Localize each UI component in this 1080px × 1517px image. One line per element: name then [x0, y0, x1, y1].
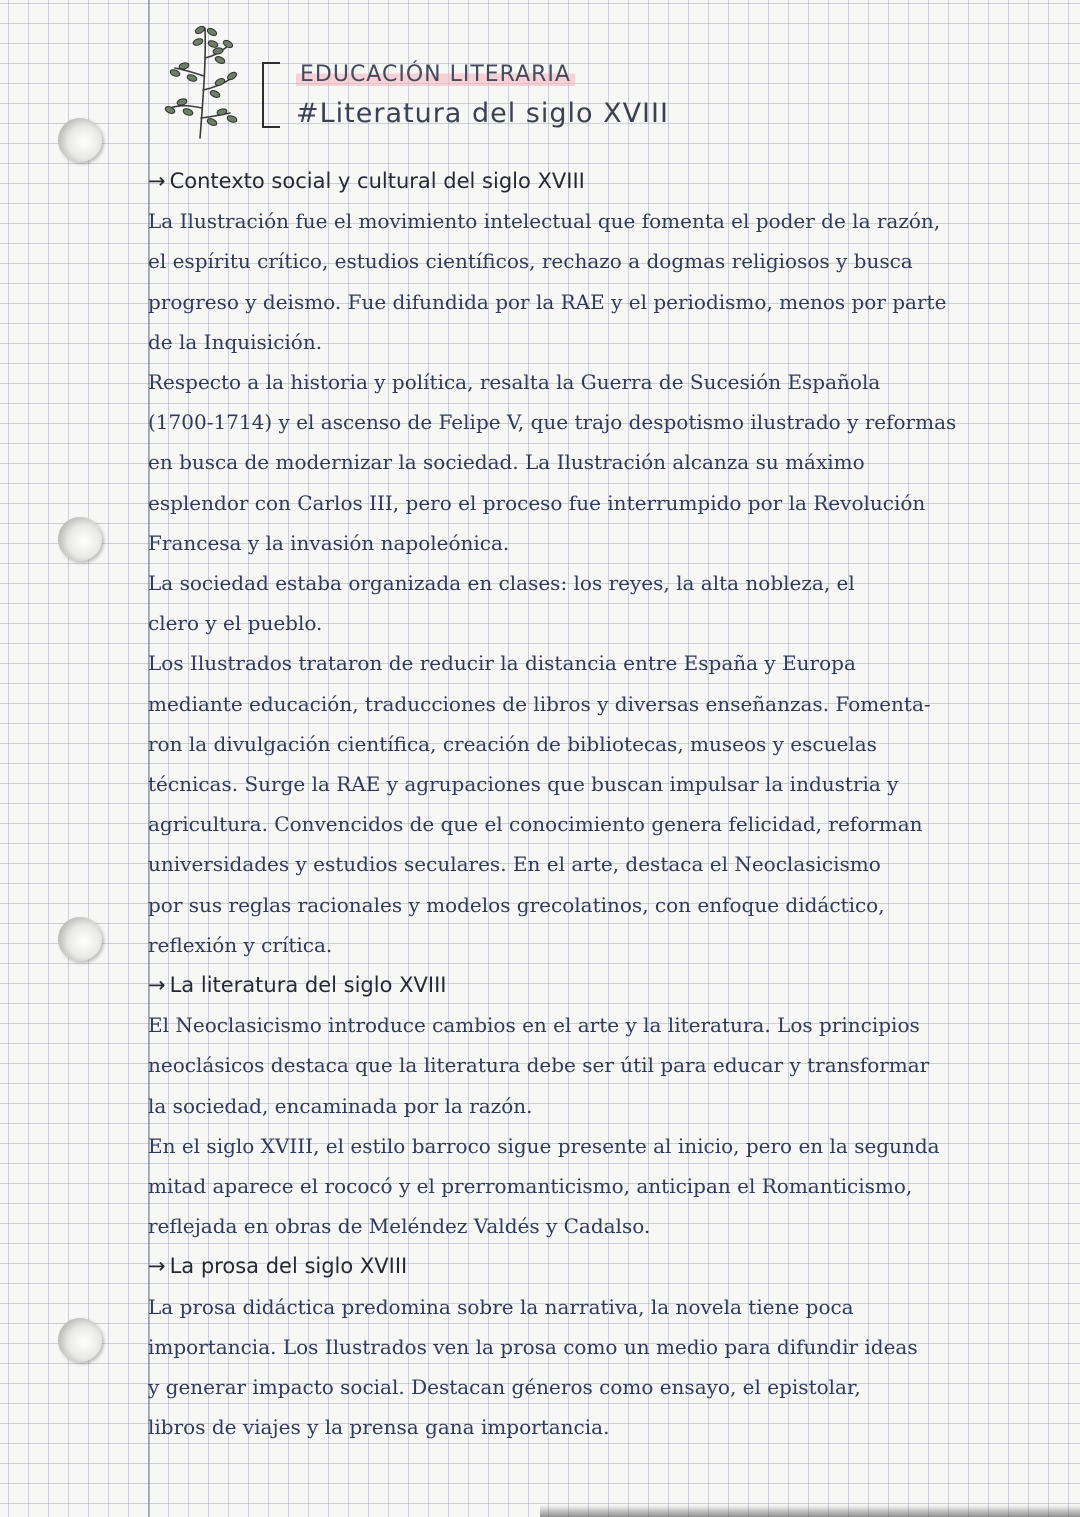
note-line: libros de viajes y la prensa gana importancia.	[148, 1415, 610, 1440]
section-heading	[148, 168, 585, 194]
note-line: La Ilustración fue el movimiento intelectual que fomenta el poder de la razón,	[148, 209, 941, 234]
note-line: progreso y deismo. Fue difundida por la RAE y el periodismo, menos por parte	[148, 289, 947, 314]
leaf-sprig-doodle-icon	[160, 18, 250, 143]
note-line: técnicas. Surge la RAE y agrupaciones que buscan impulsar la industria y	[148, 772, 899, 796]
section-heading-text: La prosa del siglo XVIII	[169, 1254, 408, 1279]
page-edge-shadow	[540, 1505, 1080, 1517]
note-line: neoclásicos destaca que la literatura debe ser útil para educar y transformar	[148, 1053, 930, 1078]
note-line: (1700-1714) y el ascenso de Felipe V, que trajo despotismo ilustrado y reformas	[148, 410, 957, 435]
note-line: de la Inquisición.	[148, 329, 323, 354]
note-line: esplendor con Carlos III, pero el proceso fue interrumpido por la Revolución	[148, 490, 926, 515]
note-line: La prosa didáctica predomina sobre la narrativa, la novela tiene poca	[148, 1294, 854, 1319]
note-line: clero y el pueblo.	[148, 611, 323, 636]
note-line: reflexión y crítica.	[148, 932, 333, 957]
note-line: la sociedad, encaminada por la razón.	[148, 1093, 533, 1118]
binder-hole	[58, 1318, 102, 1362]
note-line: agricultura. Convencidos de que el conocimiento genera felicidad, reforman	[148, 812, 923, 837]
section-heading	[148, 972, 446, 998]
binder-hole	[58, 118, 102, 162]
note-line: en busca de modernizar la sociedad. La Ilustración alcanza su máximo	[148, 450, 865, 475]
subject-title: EDUCACIÓN LITERARIA	[296, 62, 575, 87]
arrow-right-icon: →	[148, 169, 166, 193]
note-line: mitad aparece el rococó y el prerromanticismo, anticipan el Romanticismo,	[148, 1174, 913, 1198]
arrow-right-icon: →	[148, 973, 166, 997]
binder-hole	[58, 917, 102, 961]
section-heading-text: La literatura del siglo XVIII	[169, 973, 447, 997]
note-line: ron la divulgación científica, creación de bibliotecas, museos y escuelas	[148, 731, 877, 756]
section-heading-text: Contexto social y cultural del siglo XVIII	[169, 169, 585, 193]
arrow-right-icon: →	[148, 1254, 166, 1279]
note-line: En el siglo XVIII, el estilo barroco sigue presente al inicio, pero en la segunda	[148, 1133, 940, 1158]
note-line: Francesa y la invasión napoleónica.	[148, 530, 510, 555]
topic-title: #Literatura del siglo XVIII	[296, 98, 669, 129]
note-line: La sociedad estaba organizada en clases: los reyes, la alta nobleza, el	[148, 571, 855, 595]
note-line: importancia. Los Ilustrados ven la prosa como un medio para difundir ideas	[148, 1334, 918, 1359]
section-heading	[148, 1253, 407, 1279]
title-bracket	[262, 62, 280, 128]
binder-hole	[58, 517, 102, 561]
note-line: Los Ilustrados trataron de reducir la distancia entre España y Europa	[148, 651, 856, 676]
note-line: el espíritu crítico, estudios científicos, rechazo a dogmas religiosos y busca	[148, 249, 913, 274]
note-line: universidades y estudios seculares. En el arte, destaca el Neoclasicismo	[148, 852, 881, 877]
note-line: El Neoclasicismo introduce cambios en el arte y la literatura. Los principios	[148, 1013, 920, 1038]
note-line: por sus reglas racionales y modelos grecolatinos, con enfoque didáctico,	[148, 892, 885, 917]
note-line: mediante educación, traducciones de libros y diversas enseñanzas. Fomenta-	[148, 691, 931, 716]
note-line: y generar impacto social. Destacan géneros como ensayo, el epistolar,	[148, 1375, 861, 1399]
note-line: reflejada en obras de Meléndez Valdés y Cadalso.	[148, 1214, 651, 1239]
note-line: Respecto a la historia y política, resalta la Guerra de Sucesión Española	[148, 370, 881, 394]
